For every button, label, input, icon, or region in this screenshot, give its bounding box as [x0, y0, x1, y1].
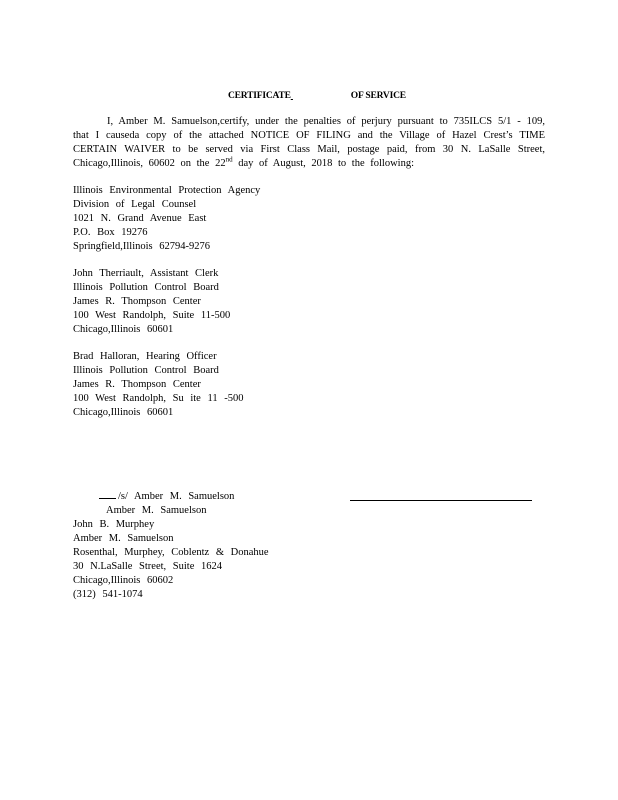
- recipient-address-clerk: [73, 267, 373, 337]
- address-line: 100 West Randolph, Suite 11-500: [73, 310, 231, 321]
- address-line: Illinois Pollution Control Board: [73, 365, 219, 376]
- address-line: P.O. Box 19276: [73, 227, 148, 238]
- title-of-service: OF SERVICE: [350, 91, 406, 101]
- attorney-line: Amber M. Samuelson: [73, 533, 174, 544]
- firm-phone: (312) 541-1074: [73, 589, 143, 600]
- title-trailing-underline: [406, 89, 430, 103]
- signature-line: [350, 500, 532, 501]
- address-line: Chicago,Illinois 60601: [73, 324, 174, 335]
- address-line: Chicago,Illinois 60601: [73, 407, 174, 418]
- signed-line: [73, 490, 373, 504]
- attorney-line: John B. Murphey: [73, 519, 155, 530]
- address-line: John Therriault, Assistant Clerk: [73, 268, 219, 279]
- address-line: Illinois Environmental Protection Agency: [73, 185, 261, 196]
- firm-address: 30 N.LaSalle Street, Suite 1624: [73, 561, 222, 572]
- address-line: Illinois Pollution Control Board: [73, 282, 219, 293]
- paragraph-text-2: day of August, 2018 to the following:: [232, 158, 414, 169]
- firm-name: Rosenthal, Murphey, Coblentz & Donahue: [73, 547, 269, 558]
- title-certificate: CERTIFICATE: [228, 91, 291, 101]
- firm-city: Chicago,Illinois 60602: [73, 575, 174, 586]
- document-title: [228, 89, 406, 103]
- electronic-signature: /s/ Amber M. Samuelson: [118, 491, 235, 502]
- recipient-address-hearing-officer: [73, 350, 373, 420]
- certification-paragraph: [73, 115, 545, 171]
- address-line: Springfield,Illinois 62794-9276: [73, 241, 210, 252]
- address-line: James R. Thompson Center: [73, 296, 201, 307]
- recipient-address-iepa: [73, 184, 373, 254]
- title-gap: [291, 89, 351, 103]
- address-line: Brad Halloran, Hearing Officer: [73, 351, 217, 362]
- paragraph-text-1: I, Amber M. Samuelson,certify, under the penalties of perjury pursuant to 735ILCS 5/1 - 109, that I causeda copy of the attached NOTICE OF FILING and the Village of Hazel Crest’s TIME CERTAIN WAIVER to be served via First Class Mail, postage paid, from 30 N. LaSalle Street, Chicago,Illinois, 60602 on the 22: [73, 116, 545, 169]
- signer-name: Amber M. Samuelson: [106, 505, 207, 516]
- signature-underline-short: [99, 498, 116, 499]
- address-line: James R. Thompson Center: [73, 379, 201, 390]
- ordinal-suffix: nd: [225, 155, 233, 164]
- address-line: 1021 N. Grand Avenue East: [73, 213, 207, 224]
- signature-block: [73, 490, 373, 602]
- address-line: Division of Legal Counsel: [73, 199, 197, 210]
- address-line: 100 West Randolph, Su ite 11 -500: [73, 393, 244, 404]
